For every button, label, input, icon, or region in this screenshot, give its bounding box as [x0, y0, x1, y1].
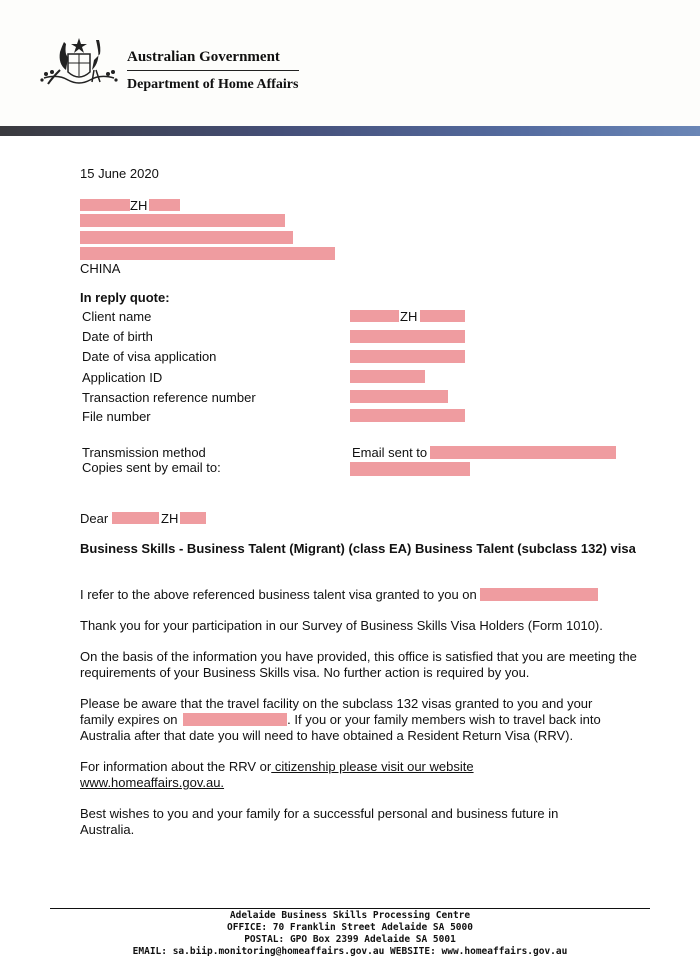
reply-heading: In reply quote:: [80, 290, 170, 305]
redaction: [350, 350, 465, 363]
letterhead: [0, 0, 700, 126]
coat-of-arms-icon: [38, 34, 120, 92]
redaction: [480, 588, 598, 601]
citizenship-link[interactable]: citizenship please visit our website: [271, 759, 474, 774]
redaction: [183, 713, 287, 726]
redaction: [112, 512, 159, 524]
website-link[interactable]: www.homeaffairs.gov.au.: [80, 775, 225, 790]
address-name-fragment: ZH: [130, 198, 148, 213]
redaction: [80, 247, 335, 260]
field-label-file-number: File number: [82, 409, 151, 424]
paragraph-visa-granted: I refer to the above referenced business talent visa granted to you on: [80, 587, 640, 603]
redaction: [350, 462, 470, 476]
paragraph-thanks: Thank you for your participation in our Survey of Business Skills Visa Holders (Form 1010).: [80, 618, 603, 633]
letter-date: 15 June 2020: [80, 166, 159, 181]
copies-label: Copies sent by email to:: [82, 460, 221, 475]
redaction: [80, 231, 293, 244]
paragraph-requirements: On the basis of the information you have provided, this office is satisfied that you are meeting the requirements of your Business Skills visa. No further action is required by you.: [80, 649, 637, 680]
redaction: [80, 214, 285, 227]
paragraph-best-wishes: Best wishes to you and your family for a successful personal and business future in Australia.: [80, 806, 559, 837]
transmission-label: Transmission method: [82, 445, 206, 460]
redaction: [350, 370, 425, 383]
paragraph-travel-facility: Please be aware that the travel facility on the subclass 132 visas granted to you and your family expires on . If you or your family members wish to travel back into Australia after that date you will need to have obtained a Resident Return Visa (RRV).: [80, 696, 601, 743]
redaction: [149, 199, 180, 211]
salutation-name-fragment: ZH: [161, 511, 179, 526]
field-label-date-of-birth: Date of birth: [82, 329, 153, 344]
field-value-client-name: ZH: [400, 309, 418, 324]
redaction: [430, 446, 616, 459]
header-divider: [127, 70, 299, 71]
redaction: [350, 390, 448, 403]
footer-postal: POSTAL: GPO Box 2399 Adelaide SA 5001: [244, 934, 456, 945]
department-name: Department of Home Affairs: [127, 77, 299, 92]
field-label-date-of-visa-application: Date of visa application: [82, 349, 217, 364]
field-label-application-id: Application ID: [82, 370, 163, 385]
address-country: CHINA: [80, 261, 121, 276]
transmission-value: Email sent to: [352, 445, 428, 460]
field-label-transaction-reference: Transaction reference number: [82, 390, 256, 405]
redaction: [420, 310, 465, 322]
header-band: [0, 126, 700, 136]
redaction: [180, 512, 206, 524]
subject-line: Business Skills - Business Talent (Migrant) (class EA) Business Talent (subclass 132) visa: [80, 541, 636, 556]
government-name: Australian Government: [127, 49, 280, 65]
redaction: [350, 330, 465, 343]
redaction: [350, 310, 399, 322]
footer-contact: EMAIL: sa.biip.monitoring@homeaffairs.gov.au WEBSITE: www.homeaffairs.gov.au: [132, 946, 568, 957]
paragraph-rrv-info: For information about the RRV or citizenship please visit our website www.homeaffairs.gov.au.: [80, 759, 640, 791]
field-label-client-name: Client name: [82, 309, 152, 324]
footer-divider: [50, 908, 650, 909]
redaction: [80, 199, 130, 211]
footer: [0, 910, 700, 958]
salutation: Dear: [80, 511, 109, 526]
redaction: [350, 409, 465, 422]
footer-office: OFFICE: 70 Franklin Street Adelaide SA 5000: [227, 922, 473, 933]
footer-centre-name: Adelaide Business Skills Processing Centre: [229, 910, 471, 921]
